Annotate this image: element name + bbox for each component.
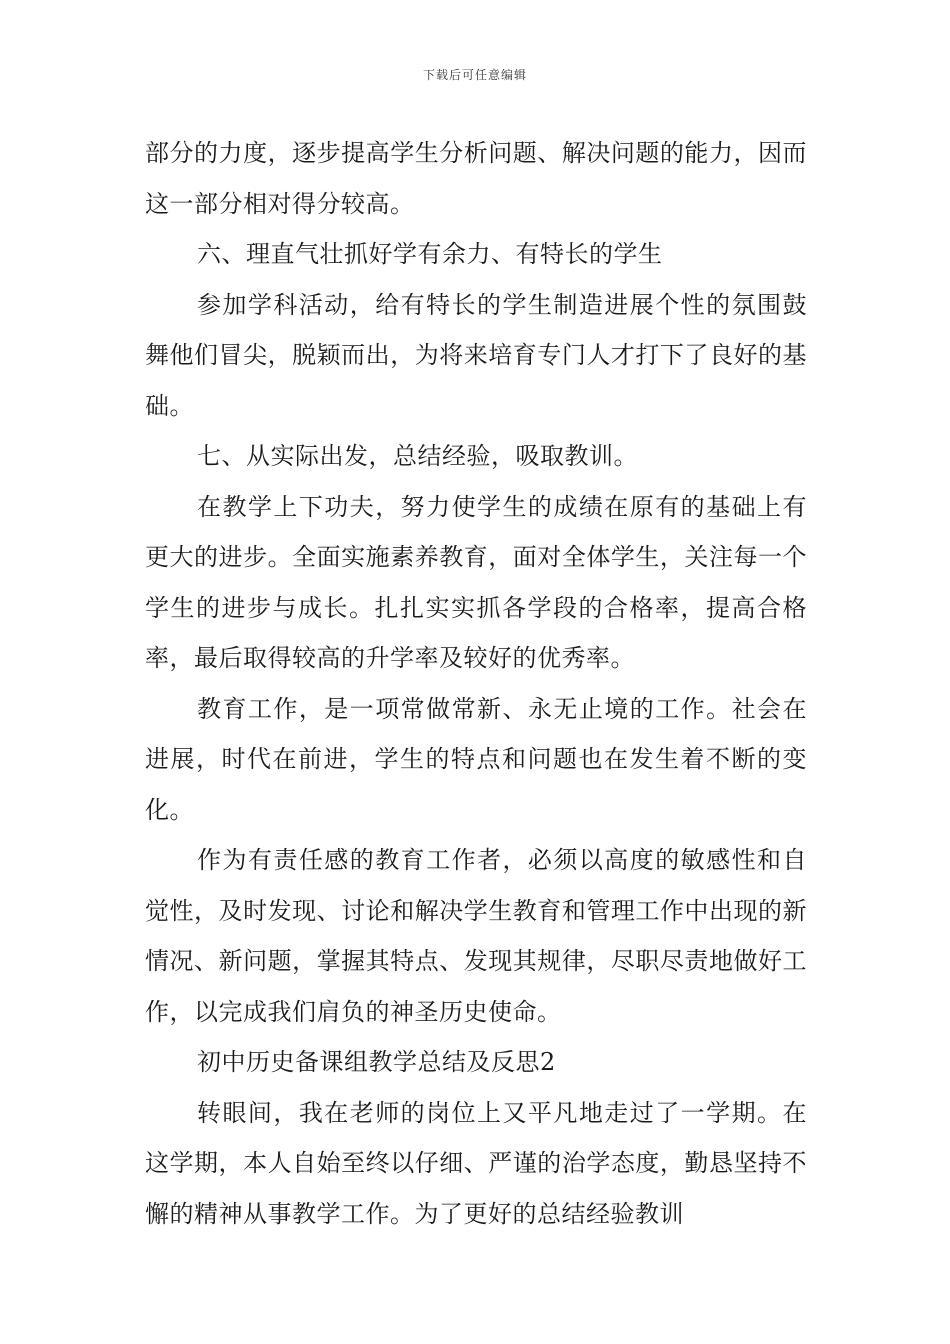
paragraph: 在教学上下功夫，努力使学生的成绩在原有的基础上有更大的进步。全面实施素养教育，面对全体学生，关注每一个学生的进步与成长。扎扎实实抓各学段的合格率，提高合格率，最后取得较高的升学率及较好的优秀率。 [145,492,807,672]
section-heading: 六、理直气壮抓好学有余力、有特长的学生 [197,240,663,268]
document-body [145,128,807,1239]
paragraph: 部分的力度，逐步提高学生分析问题、解决问题的能力，因而这一部分相对得分较高。 [145,139,807,218]
paragraph: 参加学科活动，给有特长的学生制造进展个性的氛围鼓舞他们冒尖，脱颖而出，为将来培育专门人才打下了良好的基础。 [145,290,807,420]
header-note: 下载后可任意编辑 [422,68,527,82]
paragraph: 教育工作，是一项常做常新、永无止境的工作。社会在进展，时代在前进，学生的特点和问题也在发生着不断的变化。 [145,694,807,824]
section-heading: 七、从实际出发，总结经验，吸取教训。 [197,442,638,470]
document-title: 初中历史备课组教学总结及反思2 [197,1048,556,1076]
paragraph: 转眼间，我在老师的岗位上又平凡地走过了一学期。在这学期，本人自始至终以仔细、严谨的治学态度，勤恳坚持不懈的精神从事教学工作。为了更好的总结经验教训 [145,1098,807,1228]
paragraph: 作为有责任感的教育工作者，必须以高度的敏感性和自觉性，及时发现、讨论和解决学生教育和管理工作中出现的新情况、新问题，掌握其特点、发现其规律，尽职尽责地做好工作，以完成我们肩负的神圣历史使命。 [145,846,807,1026]
